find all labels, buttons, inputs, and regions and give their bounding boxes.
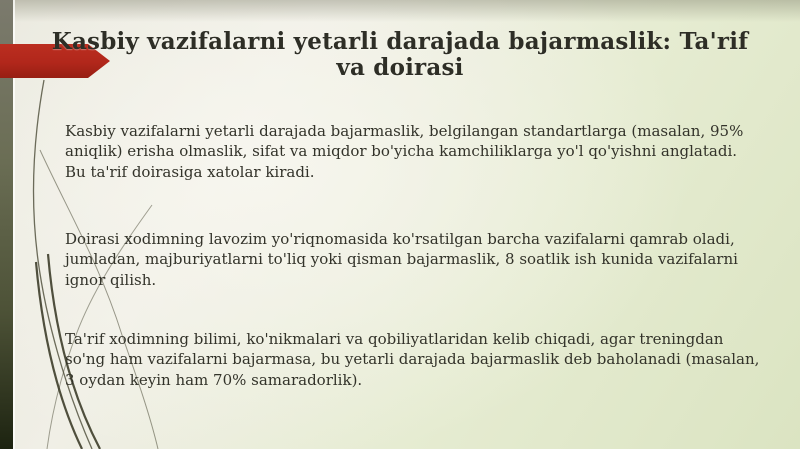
slide-paragraph: Doirasi xodimning lavozim yo'riqnomasida ko'rsatilgan barcha vazifalarni qamrab oladi, jumladan, majburiyatlarni to'liq yoki qisman bajarmaslik, 8 soatlik ish kunida vazifalarni ignor qilish. — [65, 230, 738, 289]
slide-paragraph: Ta'rif xodimning bilimi, ko'nikmalari va qobiliyatlaridan kelib chiqadi, agar treningdan so'ng ham vazifalarni bajarmasa, bu yetarli darajada bajarmaslik deb baholanadi (masalan, 3 oydan keyin ham 70% samaradorlik). — [65, 330, 760, 389]
slide-title: Kasbiy vazifalarni yetarli darajada bajarmaslik: Ta'rif va doirasi — [51, 28, 749, 82]
top-edge-shading — [0, 0, 800, 22]
slide-paragraph: Kasbiy vazifalarni yetarli darajada bajarmaslik, belgilangan standartlarga (masalan, 95% aniqlik) erisha olmaslik, sifat va miqdor bo'yicha kamchiliklarga yo'l qo'yishni anglatadi. Bu ta'rif doirasiga xatolar kiradi. — [65, 122, 744, 181]
